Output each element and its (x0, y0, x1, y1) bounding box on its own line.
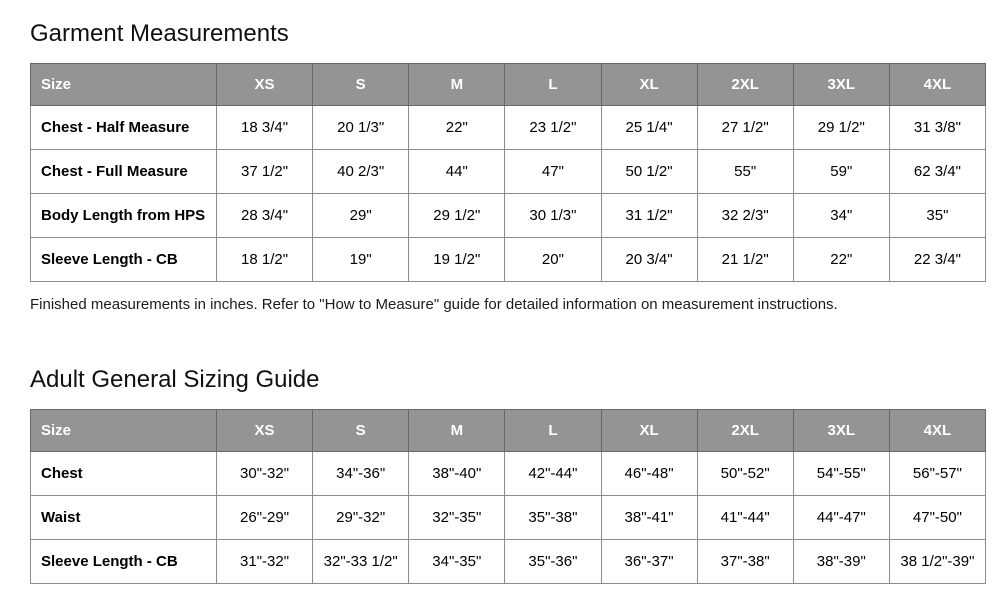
measurement-cell: 29 1/2" (793, 106, 889, 150)
measurement-cell: 36"-37" (601, 540, 697, 584)
measurement-cell: 41"-44" (697, 496, 793, 540)
measurement-cell: 42"-44" (505, 452, 601, 496)
measurement-cell: 55" (697, 150, 793, 194)
measurement-cell: 38 1/2"-39" (889, 540, 985, 584)
measurement-cell: 35" (889, 194, 985, 238)
row-label: Sleeve Length - CB (31, 540, 217, 584)
measurement-cell: 23 1/2" (505, 106, 601, 150)
measurement-cell: 31"-32" (217, 540, 313, 584)
size-column-header: Size (31, 64, 217, 106)
size-header-xs: XS (217, 64, 313, 106)
measurement-cell: 19" (313, 238, 409, 282)
size-header-3xl: 3XL (793, 410, 889, 452)
measurement-cell: 37 1/2" (217, 150, 313, 194)
header-row (31, 410, 986, 452)
size-column-header: Size (31, 410, 217, 452)
size-header-m: M (409, 410, 505, 452)
measurement-cell: 35"-38" (505, 496, 601, 540)
size-header-3xl: 3XL (793, 64, 889, 106)
size-header-4xl: 4XL (889, 410, 985, 452)
measurement-cell: 32"-35" (409, 496, 505, 540)
size-header-s: S (313, 410, 409, 452)
measurement-cell: 37"-38" (697, 540, 793, 584)
measurement-cell: 18 1/2" (217, 238, 313, 282)
measurement-cell: 22" (793, 238, 889, 282)
table-row (31, 452, 986, 496)
row-label: Waist (31, 496, 217, 540)
table-row (31, 106, 986, 150)
measurement-cell: 22" (409, 106, 505, 150)
adult-general-sizing-title: Adult General Sizing Guide (30, 366, 320, 393)
measurement-cell: 18 3/4" (217, 106, 313, 150)
measurement-cell: 56"-57" (889, 452, 985, 496)
measurement-cell: 54"-55" (793, 452, 889, 496)
measurement-cell: 34" (793, 194, 889, 238)
measurement-cell: 34"-36" (313, 452, 409, 496)
measurement-cell: 47"-50" (889, 496, 985, 540)
measurement-cell: 31 1/2" (601, 194, 697, 238)
header-row (31, 64, 986, 106)
measurement-cell: 20 1/3" (313, 106, 409, 150)
measurement-cell: 26"-29" (217, 496, 313, 540)
measurement-cell: 40 2/3" (313, 150, 409, 194)
measurement-cell: 31 3/8" (889, 106, 985, 150)
measurement-cell: 44"-47" (793, 496, 889, 540)
measurement-cell: 25 1/4" (601, 106, 697, 150)
measurement-cell: 50"-52" (697, 452, 793, 496)
measurement-cell: 28 3/4" (217, 194, 313, 238)
size-header-2xl: 2XL (697, 410, 793, 452)
measurement-note: Finished measurements in inches. Refer to "How to Measure" guide for detailed information on measurement instructions. (30, 296, 838, 313)
measurement-cell: 50 1/2" (601, 150, 697, 194)
measurement-cell: 35"-36" (505, 540, 601, 584)
size-header-xl: XL (601, 410, 697, 452)
measurement-cell: 27 1/2" (697, 106, 793, 150)
measurement-cell: 20 3/4" (601, 238, 697, 282)
garment-measurements-table (30, 63, 986, 282)
size-header-l: L (505, 64, 601, 106)
table-row (31, 238, 986, 282)
measurement-cell: 59" (793, 150, 889, 194)
row-label: Chest - Half Measure (31, 106, 217, 150)
measurement-cell: 19 1/2" (409, 238, 505, 282)
row-label: Chest (31, 452, 217, 496)
size-header-2xl: 2XL (697, 64, 793, 106)
measurement-cell: 38"-41" (601, 496, 697, 540)
size-header-m: M (409, 64, 505, 106)
size-header-l: L (505, 410, 601, 452)
size-header-4xl: 4XL (889, 64, 985, 106)
measurement-cell: 29" (313, 194, 409, 238)
row-label: Body Length from HPS (31, 194, 217, 238)
garment-measurements-section (30, 20, 986, 314)
measurement-cell: 30"-32" (217, 452, 313, 496)
measurement-cell: 22 3/4" (889, 238, 985, 282)
size-header-xl: XL (601, 64, 697, 106)
measurement-cell: 34"-35" (409, 540, 505, 584)
table-row (31, 194, 986, 238)
measurement-cell: 32 2/3" (697, 194, 793, 238)
measurement-cell: 29 1/2" (409, 194, 505, 238)
measurement-cell: 21 1/2" (697, 238, 793, 282)
measurement-cell: 46"-48" (601, 452, 697, 496)
measurement-cell: 32"-33 1/2" (313, 540, 409, 584)
measurement-cell: 30 1/3" (505, 194, 601, 238)
measurement-cell: 47" (505, 150, 601, 194)
measurement-cell: 38"-40" (409, 452, 505, 496)
row-label: Sleeve Length - CB (31, 238, 217, 282)
size-header-s: S (313, 64, 409, 106)
garment-measurements-title: Garment Measurements (30, 20, 289, 47)
table-row (31, 150, 986, 194)
measurement-cell: 62 3/4" (889, 150, 985, 194)
measurement-cell: 38"-39" (793, 540, 889, 584)
table-row (31, 540, 986, 584)
table-row (31, 496, 986, 540)
row-label: Chest - Full Measure (31, 150, 217, 194)
adult-general-sizing-table (30, 409, 986, 584)
measurement-cell: 20" (505, 238, 601, 282)
measurement-cell: 29"-32" (313, 496, 409, 540)
size-header-xs: XS (217, 410, 313, 452)
adult-general-sizing-section (30, 366, 986, 584)
measurement-cell: 44" (409, 150, 505, 194)
